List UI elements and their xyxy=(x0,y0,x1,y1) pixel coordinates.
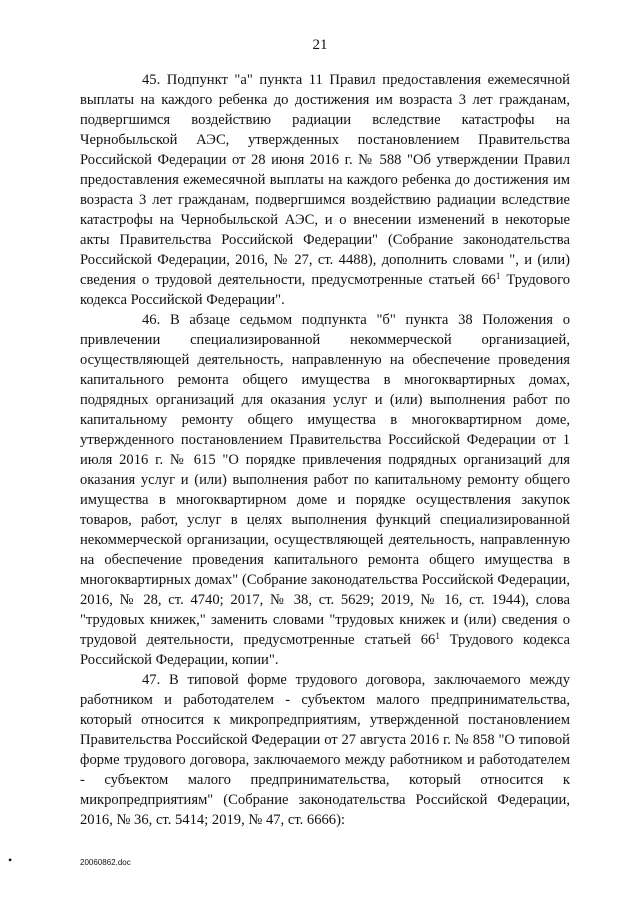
paragraph-45-superscript: 1 xyxy=(495,271,501,281)
paragraph-45-text: 45. Подпункт "а" пункта 11 Правил предоставления ежемесячной выплаты на каждого ребенка до достижения им возраста 3 лет гражданам, подвергшимся воздействию радиации вследствие катастрофы на Чернобыльской АЭС, утвержденных постановлением Правительства Российской Федерации от 28 июня 2016 г. № 588 "Об утверждении Правил предоставления ежемесячной выплаты на каждого ребенка до достижения им возраста 3 лет гражданам, подвергшимся воздействию радиации вследствие катастрофы на Чернобыльской АЭС, и о внесении изменений в некоторые акты Правительства Российской Федерации" (Собрание законодательства Российской Федерации, 2016, № 27, ст. 4488), дополнить словами ", и (или) сведения о трудовой деятельности, предусмотренные статьей 66 xyxy=(80,72,570,288)
paragraph-45-text-end: Трудового кодекса Российской Федерации". xyxy=(80,272,570,308)
paragraph-45 xyxy=(80,70,570,310)
page-number: 21 xyxy=(312,37,328,53)
paragraph-47 xyxy=(80,670,570,830)
paragraph-46 xyxy=(80,310,570,670)
document-body xyxy=(80,70,570,830)
paragraph-46-superscript: 1 xyxy=(435,631,440,641)
paragraph-46-text-end: Трудового кодекса Российской Федерации, копии". xyxy=(80,632,570,668)
paragraph-47-text: 47. В типовой форме трудового договора, заключаемого между работником и работодателем - субъектом малого предпринимательства, который относится к микропредприятиям, утвержденной постановлением Правительства Российской Федерации от 27 августа 2016 г. № 858 "О типовой форме трудового договора, заключаемого между работником и работодателем - субъектом малого предпринимательства, который относится к микропредприятиям" (Собрание законодательства Российской Федерации, 2016, № 36, ст. 5414; 2019, № 47, ст. 6666): xyxy=(80,672,570,828)
footer-mark: • xyxy=(8,853,13,867)
paragraph-46-text: 46. В абзаце седьмом подпункта "б" пункта 38 Положения о привлечении специализированной некоммерческой организацией, осуществляющей деятельность, направленную на обеспечение проведения капитального ремонта общего имущества в многоквартирных домах, подрядных организаций для оказания услуг и (или) выполнения работ по капитальному ремонту общего имущества в многоквартирном доме, утвержденного постановлением Правительства Российской Федерации от 1 июля 2016 г. № 615 "О порядке привлечения подрядных организаций для оказания услуг и (или) выполнения работ по капитальному ремонту общего имущества в многоквартирном доме и порядке осуществления закупок товаров, работ, услуг в целях выполнения функций специализированной некоммерческой организации, осуществляющей деятельность, направленную на обеспечение проведения капитального ремонта общего имущества в многоквартирных домах" (Собрание законодательства Российской Федерации, 2016, № 28, ст. 4740; 2017, № 38, ст. 5629; 2019, № 16, ст. 1944), слова "трудовых книжек," заменить словами "трудовых книжек и (или) сведения о трудовой деятельности, предусмотренные статьей 66 xyxy=(80,312,570,648)
footer-filename: 20060862.doc xyxy=(80,858,131,867)
